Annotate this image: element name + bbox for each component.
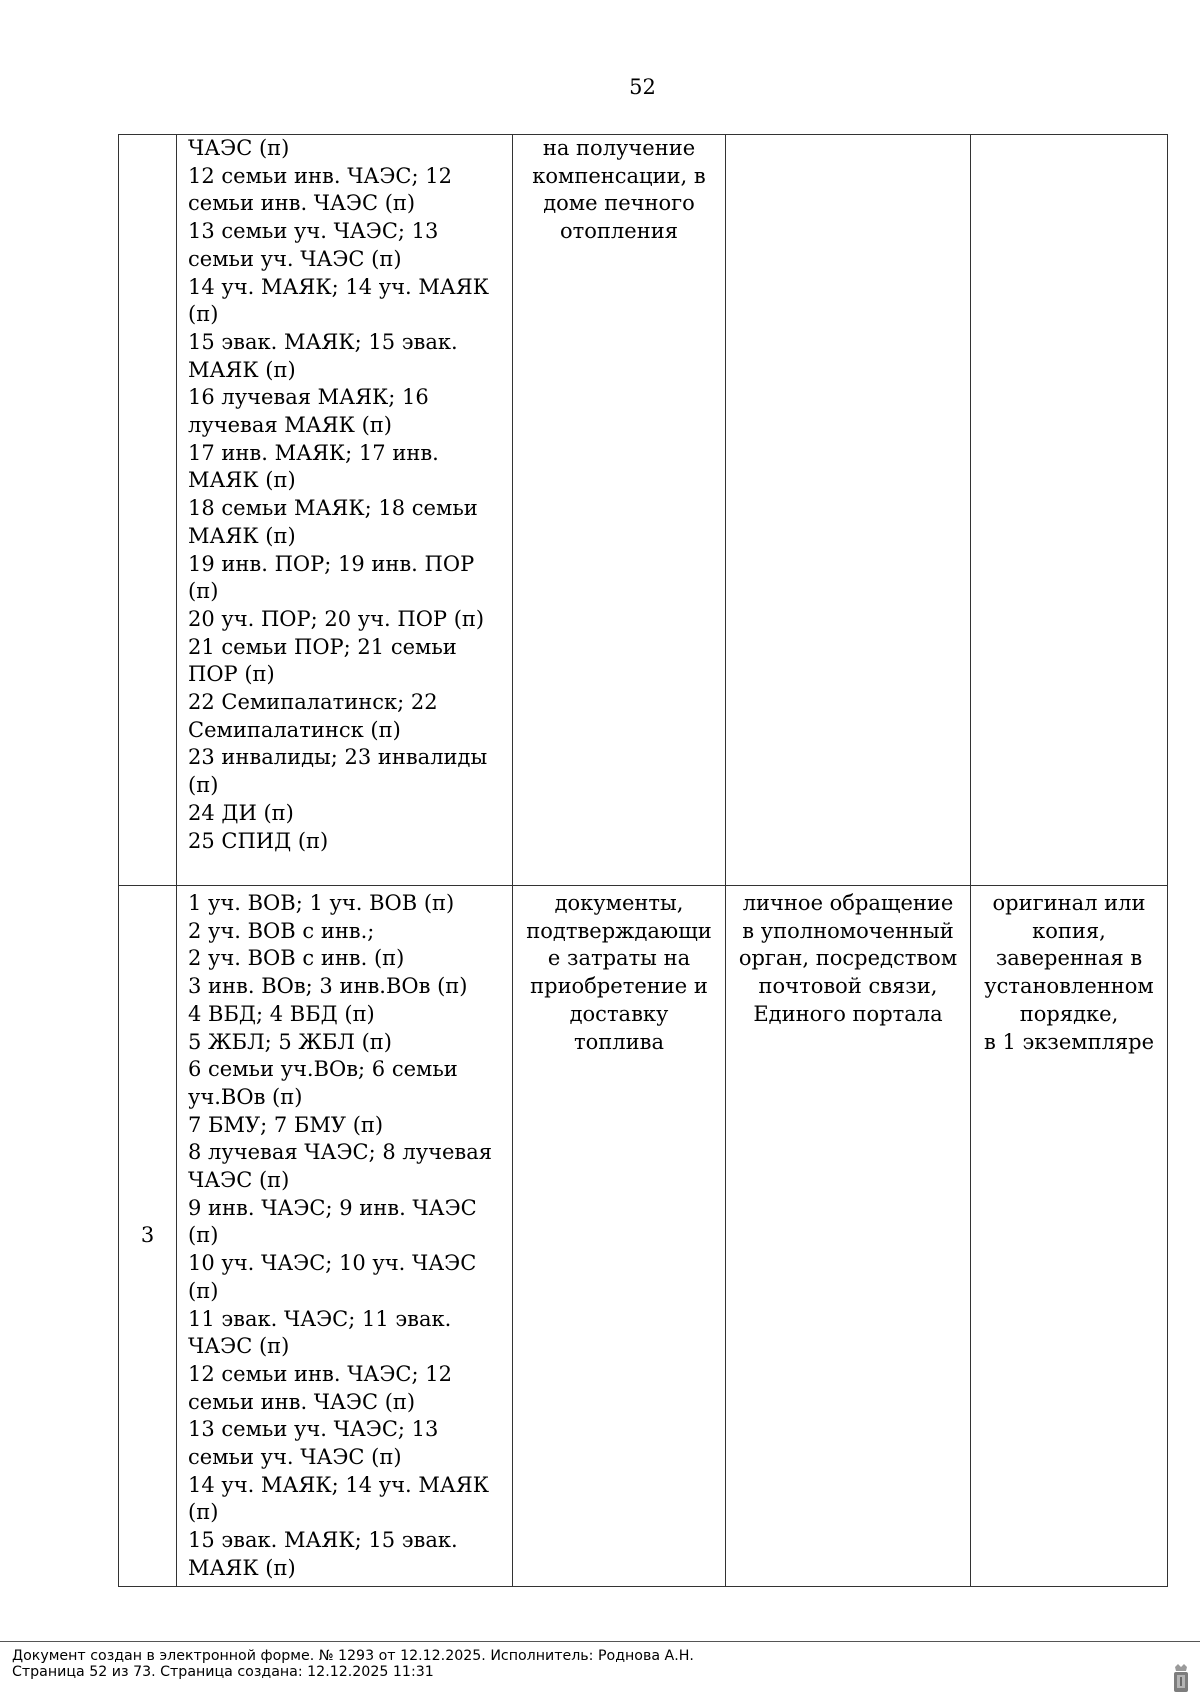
cell-text-line: 20 уч. ПОР; 20 уч. ПОР (п) [188, 606, 485, 631]
cell-text-line: (п) [188, 1223, 219, 1248]
row-number-cell [119, 135, 177, 886]
cell-text-line: 13 семьи уч. ЧАЭС; 13 [188, 1417, 439, 1442]
cell-text-line: подтверждающи [526, 918, 712, 943]
cell-text-line: топлива [574, 1029, 664, 1054]
cell-text-line: 15 эвак. МАЯК; 15 эвак. [188, 329, 458, 354]
cell-text-line: ПОР (п) [188, 662, 275, 687]
coat-of-arms-icon [1172, 1663, 1190, 1694]
cell-text-line: орган, посредством [738, 946, 958, 971]
cell-text-line: ЧАЭС (п) [188, 1168, 290, 1193]
cell-text-line: доставку [569, 1001, 669, 1026]
cell-text-line: заверенная в [995, 946, 1143, 971]
cell-text-line: 11 эвак. ЧАЭС; 11 эвак. [188, 1306, 452, 1331]
cell-text-line: уч.ВОв (п) [188, 1084, 303, 1109]
document-cell [513, 135, 726, 886]
cell-text-line: ЧАЭС (п) [188, 136, 290, 160]
cell-text-line: 25 СПИД (п) [188, 828, 329, 853]
cell-text-line: (п) [188, 1278, 219, 1303]
cell-text-line: 1 уч. ВОВ; 1 уч. ВОВ (п) [188, 891, 455, 915]
cell-text-line: оригинал или копия, [992, 891, 1153, 943]
footer [12, 1648, 694, 1680]
footer-line-1: Документ создан в электронной форме. № 1293 от 12.12.2025. Исполнитель: Роднова А.Н. [12, 1648, 694, 1664]
cell-text-line: 12 семьи инв. ЧАЭС; 12 [188, 163, 452, 188]
cell-text-line: ЧАЭС (п) [188, 1334, 290, 1359]
table-row [119, 886, 1168, 1587]
submission-method-cell [726, 886, 971, 1587]
cell-text-line: МАЯК (п) [188, 523, 296, 548]
cell-text-line: в уполномоченный [742, 918, 954, 943]
cell-text-line: семьи инв. ЧАЭС (п) [188, 1389, 416, 1414]
cell-text-line: 8 лучевая ЧАЭС; 8 лучевая [188, 1140, 492, 1165]
cell-text-line: 4 ВБД; 4 ВБД (п) [188, 1001, 375, 1026]
document-form-cell [971, 886, 1168, 1587]
cell-text-line: МАЯК (п) [188, 468, 296, 493]
cell-text-line: Единого портала [753, 1001, 943, 1026]
cell-text-line: 12 семьи инв. ЧАЭС; 12 [188, 1361, 452, 1386]
cell-text-line: на получение [542, 136, 696, 160]
cell-text-line: личное обращение [742, 891, 954, 915]
cell-text-line: лучевая МАЯК (п) [188, 413, 392, 438]
footer-divider [0, 1641, 1200, 1642]
cell-text-line: документы, [554, 891, 684, 915]
cell-text-line: приобретение и [530, 974, 708, 999]
cell-text-line: компенсации, в [532, 163, 706, 188]
cell-text-line: 14 уч. МАЯК; 14 уч. МАЯК [188, 274, 489, 299]
cell-text-line: 23 инвалиды; 23 инвалиды [188, 745, 488, 770]
table-row [119, 135, 1168, 886]
row-number-cell: 3 [119, 886, 177, 1587]
cell-text-line: 9 инв. ЧАЭС; 9 инв. ЧАЭС [188, 1195, 477, 1220]
cell-text-line: семьи инв. ЧАЭС (п) [188, 191, 416, 216]
document-form-cell [971, 135, 1168, 886]
footer-line-2: Страница 52 из 73. Страница создана: 12.12.2025 11:31 [12, 1664, 434, 1680]
cell-text-line: е затраты на [547, 946, 691, 971]
cell-text-line: 5 ЖБЛ; 5 ЖБЛ (п) [188, 1029, 392, 1054]
cell-text-line: 2 уч. ВОВ с инв.; [188, 918, 375, 943]
cell-text-line: МАЯК (п) [188, 1555, 296, 1580]
cell-text-line: 16 лучевая МАЯК; 16 [188, 385, 429, 410]
cell-text-line: Семипалатинск (п) [188, 717, 401, 742]
cell-text-line: МАЯК (п) [188, 357, 296, 382]
cell-text-line: 17 инв. МАЯК; 17 инв. [188, 440, 439, 465]
cell-text-line: 22 Семипалатинск; 22 [188, 690, 438, 715]
categories-cell [177, 886, 513, 1587]
cell-text-line: 15 эвак. МАЯК; 15 эвак. [188, 1528, 458, 1553]
cell-text-line: 19 инв. ПОР; 19 инв. ПОР [188, 551, 475, 576]
cell-text-line: (п) [188, 579, 219, 604]
document-table [118, 134, 1168, 1587]
cell-text-line: (п) [188, 1500, 219, 1525]
cell-text-line: 3 инв. ВОв; 3 инв.ВОв (п) [188, 974, 468, 999]
cell-text-line: 13 семьи уч. ЧАЭС; 13 [188, 219, 439, 244]
cell-text-line: 7 БМУ; 7 БМУ (п) [188, 1112, 384, 1137]
cell-text-line: 14 уч. МАЯК; 14 уч. МАЯК [188, 1472, 489, 1497]
categories-cell [177, 135, 513, 886]
cell-text-line: в 1 экземпляре [983, 1029, 1155, 1054]
cell-text-line: 10 уч. ЧАЭС; 10 уч. ЧАЭС [188, 1251, 477, 1276]
cell-text-line: 24 ДИ (п) [188, 800, 294, 825]
cell-text-line: семьи уч. ЧАЭС (п) [188, 246, 402, 271]
submission-method-cell [726, 135, 971, 886]
cell-text-line: отопления [560, 219, 678, 244]
cell-text-line: семьи уч. ЧАЭС (п) [188, 1445, 402, 1470]
cell-text-line: порядке, [1019, 1001, 1119, 1026]
cell-text-line: доме печного [543, 191, 695, 216]
cell-text-line: 21 семьи ПОР; 21 семьи [188, 634, 457, 659]
cell-text-line: 2 уч. ВОВ с инв. (п) [188, 946, 405, 971]
page-number: 52 [629, 75, 656, 99]
cell-text-line: 6 семьи уч.ВОв; 6 семьи [188, 1057, 458, 1082]
cell-text-line: (п) [188, 773, 219, 798]
cell-text-line: (п) [188, 302, 219, 327]
document-cell [513, 886, 726, 1587]
cell-text-line: 18 семьи МАЯК; 18 семьи [188, 496, 478, 521]
cell-text-line: почтовой связи, [758, 974, 938, 999]
cell-text-line: установленном [984, 974, 1154, 999]
